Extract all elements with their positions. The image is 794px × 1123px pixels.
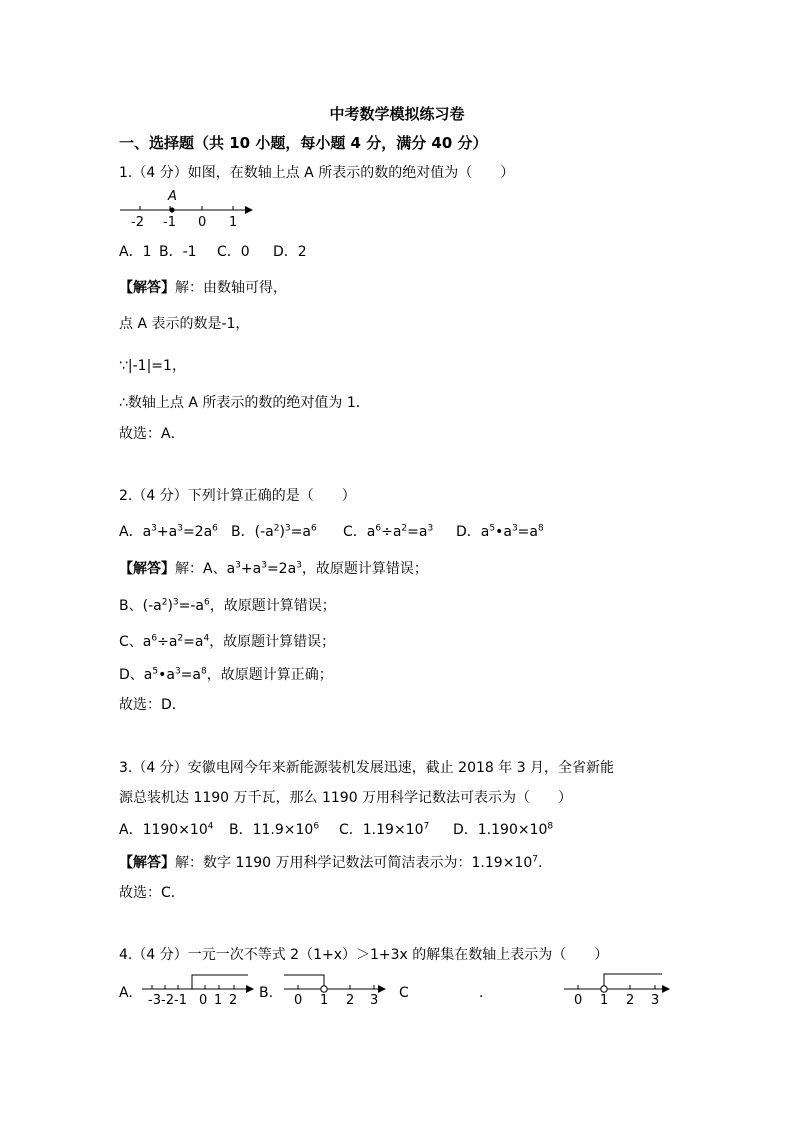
q3-options: [119, 820, 553, 840]
open-circle: [601, 986, 607, 992]
tick-label: 1: [320, 993, 329, 1008]
answer-tag: 【解答】: [119, 561, 175, 577]
q1-answer-line-1: 【解答】解：由数轴可得，: [119, 280, 287, 296]
q4-option-c-label: C: [399, 985, 409, 1001]
q3-option-b: B．$11.9\times 10^6$: [229, 821, 320, 838]
q2-option-b: B．$(-a^2)^3=a^6$: [231, 523, 317, 540]
q3-answer-line-2: 故选：C．: [119, 885, 185, 901]
q1-option-d: D．2: [273, 244, 307, 260]
open-circle: [321, 986, 327, 992]
tick-label: 3: [651, 993, 660, 1008]
q4-stem: 4.（4 分）一元一次不等式 2（1+x）＞1+3x 的解集在数轴上表示为（ ）: [119, 947, 609, 963]
q4-option-a-label: A.: [119, 985, 133, 1001]
q2-answer-line-3: C、$a^6\div a^2=a^4$，故原题计算错误；: [119, 633, 336, 650]
q4-option-b-label: B.: [259, 985, 274, 1001]
tick-label: 0: [198, 215, 207, 230]
tick-label: 1: [214, 993, 223, 1008]
q2-option-a: A．$a^3+a^3=2a^6$: [119, 523, 218, 540]
q3-stem-line-2: 源总装机达 1190 万千瓦，那么 1190 万用科学记数法可表示为（ ）: [119, 790, 573, 806]
q2-answer-line-5: 故选：D．: [119, 697, 186, 713]
q2-answer-line-1: 【解答】解：A、$a^3+a^3=2a^3$，故原题计算错误；: [119, 560, 428, 577]
q1-option-a: A．1: [119, 244, 152, 260]
tick-label: 2: [229, 993, 238, 1008]
q2-option-d: D．$a^5•a^3=a^8$: [456, 523, 544, 540]
tick-label: 0: [199, 993, 208, 1008]
q2-option-c: C．$a^6\div a^2=a^3$: [343, 523, 434, 540]
q1-option-c: C．0: [217, 244, 250, 260]
tick-label: -2: [131, 215, 144, 230]
q2-answer-line-4: D、$a^5•a^3=a^8$，故原题计算正确；: [119, 666, 333, 683]
page-title: 中考数学模拟练习卷: [329, 105, 465, 123]
q1-option-b: B．-1: [159, 244, 197, 260]
q3-option-d: D．$1.190\times 10^8$: [453, 821, 554, 838]
q2-answer-line-2: B、$(-a^2)^3=-a^6$，故原题计算错误；: [119, 597, 336, 614]
q1-options: [119, 242, 307, 262]
section-heading: 一、选择题（共 10 小题，每小题 4 分，满分 40 分）: [119, 134, 488, 152]
tick-label: -3: [148, 993, 161, 1008]
q1-number-line: [115, 186, 260, 230]
q4-option-d-number-line: [562, 970, 674, 1008]
tick-label: -2: [161, 993, 174, 1008]
tick-label: 2: [626, 993, 635, 1008]
q3-option-a: A．$1190\times 10^4$: [119, 821, 214, 838]
q4-option-c-period: .: [479, 985, 484, 1001]
q3-stem-line-1: 3.（4 分）安徽电网今年来新能源装机发展迅速，截止 2018 年 3 月，全省新能: [119, 760, 615, 776]
tick-label: 1: [600, 993, 609, 1008]
q4-option-b-number-line: [282, 972, 390, 1008]
q3-option-c: C．$1.19\times 10^7$: [339, 821, 430, 838]
answer-tag: 【解答】: [119, 280, 175, 296]
q1-answer-line-3: ∵|-1|=1，: [119, 358, 186, 374]
q2-stem: 2.（4 分）下列计算正确的是（ ）: [119, 488, 356, 504]
point-a-dot: [169, 207, 174, 212]
tick-label: 1: [229, 215, 238, 230]
q1-answer-line-4: ∴数轴上点 A 所表示的数的绝对值为 1．: [119, 395, 370, 411]
q1-answer-line-2: 点 A 表示的数是-1，: [119, 316, 250, 332]
tick-label: -1: [163, 215, 176, 230]
q2-options: [119, 522, 544, 542]
q3-answer-line-1: 【解答】解：数字 1190 万用科学记数法可简洁表示为：$1.19\times 10^7$．: [119, 854, 552, 871]
q4-option-a-number-line: [140, 972, 258, 1008]
tick-label: 0: [574, 993, 583, 1008]
answer-tag: 【解答】: [119, 855, 175, 871]
tick-label: 0: [294, 993, 303, 1008]
tick-label: 3: [370, 993, 379, 1008]
point-a-label: A: [168, 189, 177, 204]
tick-label: 2: [346, 993, 355, 1008]
q1-answer-line-5: 故选：A．: [119, 426, 185, 442]
tick-label: -1: [174, 993, 187, 1008]
q1-stem: 1.（4 分）如图，在数轴上点 A 所表示的数的绝对值为（ ）: [119, 165, 515, 181]
